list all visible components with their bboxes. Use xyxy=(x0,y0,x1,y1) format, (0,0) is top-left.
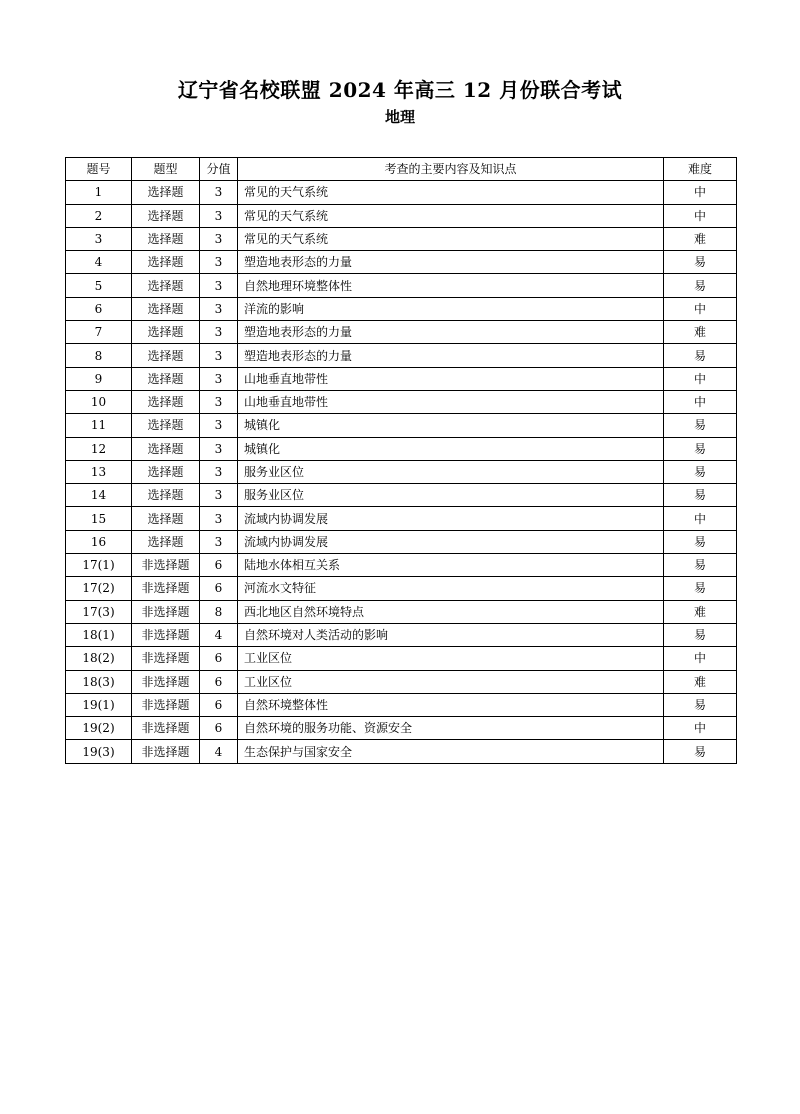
cell-score: 4 xyxy=(200,740,238,763)
cell-number: 17(3) xyxy=(66,600,132,623)
table-row xyxy=(66,647,737,670)
cell-number: 10 xyxy=(66,390,132,413)
cell-type: 选择题 xyxy=(132,274,200,297)
cell-number: 9 xyxy=(66,367,132,390)
cell-number: 17(1) xyxy=(66,554,132,577)
cell-content: 流域内协调发展 xyxy=(238,507,664,530)
cell-number: 17(2) xyxy=(66,577,132,600)
table-row xyxy=(66,484,737,507)
cell-content: 常见的天气系统 xyxy=(238,227,664,250)
table-row xyxy=(66,437,737,460)
cell-score: 3 xyxy=(200,274,238,297)
table-row xyxy=(66,460,737,483)
cell-difficulty: 中 xyxy=(664,297,737,320)
cell-number: 2 xyxy=(66,204,132,227)
cell-type: 非选择题 xyxy=(132,577,200,600)
cell-difficulty: 易 xyxy=(664,693,737,716)
subject-title: 地理 xyxy=(384,108,415,126)
table-row xyxy=(66,717,737,740)
cell-score: 6 xyxy=(200,554,238,577)
cell-number: 4 xyxy=(66,251,132,274)
cell-type: 非选择题 xyxy=(132,740,200,763)
table-row xyxy=(66,577,737,600)
cell-difficulty: 中 xyxy=(664,390,737,413)
cell-content: 塑造地表形态的力量 xyxy=(238,251,664,274)
table-row xyxy=(66,740,737,763)
cell-content: 塑造地表形态的力量 xyxy=(238,321,664,344)
cell-type: 选择题 xyxy=(132,251,200,274)
cell-number: 8 xyxy=(66,344,132,367)
cell-number: 1 xyxy=(66,181,132,204)
cell-type: 选择题 xyxy=(132,414,200,437)
cell-difficulty: 中 xyxy=(664,204,737,227)
table-row xyxy=(66,321,737,344)
cell-type: 选择题 xyxy=(132,390,200,413)
cell-number: 5 xyxy=(66,274,132,297)
column-header-score: 分值 xyxy=(200,158,238,181)
cell-score: 3 xyxy=(200,297,238,320)
cell-difficulty: 中 xyxy=(664,717,737,740)
table-row xyxy=(66,414,737,437)
cell-difficulty: 易 xyxy=(664,484,737,507)
cell-type: 选择题 xyxy=(132,484,200,507)
table-row xyxy=(66,367,737,390)
cell-number: 18(1) xyxy=(66,623,132,646)
cell-difficulty: 中 xyxy=(664,647,737,670)
column-header-type: 题型 xyxy=(132,158,200,181)
table-row xyxy=(66,227,737,250)
table-row xyxy=(66,554,737,577)
cell-type: 非选择题 xyxy=(132,600,200,623)
cell-content: 常见的天气系统 xyxy=(238,204,664,227)
table-row xyxy=(66,297,737,320)
cell-content: 塑造地表形态的力量 xyxy=(238,344,664,367)
cell-score: 3 xyxy=(200,530,238,553)
table-row xyxy=(66,204,737,227)
cell-type: 选择题 xyxy=(132,367,200,390)
cell-score: 3 xyxy=(200,321,238,344)
cell-type: 选择题 xyxy=(132,181,200,204)
document-title: 辽宁省名校联盟 2024 年高三 12 月份联合考试 xyxy=(177,78,623,102)
cell-type: 非选择题 xyxy=(132,670,200,693)
cell-number: 14 xyxy=(66,484,132,507)
cell-score: 3 xyxy=(200,367,238,390)
cell-number: 3 xyxy=(66,227,132,250)
cell-type: 选择题 xyxy=(132,530,200,553)
cell-content: 生态保护与国家安全 xyxy=(238,740,664,763)
table-row xyxy=(66,507,737,530)
cell-score: 3 xyxy=(200,460,238,483)
table-header-row xyxy=(66,158,737,181)
column-header-number: 题号 xyxy=(66,158,132,181)
cell-difficulty: 易 xyxy=(664,740,737,763)
cell-content: 西北地区自然环境特点 xyxy=(238,600,664,623)
cell-difficulty: 难 xyxy=(664,600,737,623)
cell-content: 城镇化 xyxy=(238,437,664,460)
cell-type: 选择题 xyxy=(132,344,200,367)
cell-difficulty: 易 xyxy=(664,414,737,437)
cell-difficulty: 易 xyxy=(664,554,737,577)
table-row xyxy=(66,693,737,716)
cell-content: 常见的天气系统 xyxy=(238,181,664,204)
cell-difficulty: 易 xyxy=(664,623,737,646)
cell-type: 选择题 xyxy=(132,321,200,344)
cell-content: 山地垂直地带性 xyxy=(238,390,664,413)
cell-number: 11 xyxy=(66,414,132,437)
cell-type: 非选择题 xyxy=(132,623,200,646)
cell-score: 3 xyxy=(200,390,238,413)
table-row xyxy=(66,274,737,297)
cell-score: 3 xyxy=(200,227,238,250)
cell-content: 服务业区位 xyxy=(238,484,664,507)
cell-difficulty: 易 xyxy=(664,274,737,297)
cell-score: 3 xyxy=(200,204,238,227)
cell-number: 19(1) xyxy=(66,693,132,716)
cell-type: 非选择题 xyxy=(132,693,200,716)
cell-content: 自然环境的服务功能、资源安全 xyxy=(238,717,664,740)
cell-type: 选择题 xyxy=(132,437,200,460)
cell-type: 选择题 xyxy=(132,297,200,320)
cell-number: 18(2) xyxy=(66,647,132,670)
cell-score: 3 xyxy=(200,414,238,437)
cell-content: 工业区位 xyxy=(238,670,664,693)
cell-content: 洋流的影响 xyxy=(238,297,664,320)
cell-type: 非选择题 xyxy=(132,554,200,577)
cell-content: 自然地理环境整体性 xyxy=(238,274,664,297)
cell-content: 陆地水体相互关系 xyxy=(238,554,664,577)
cell-number: 18(3) xyxy=(66,670,132,693)
cell-number: 16 xyxy=(66,530,132,553)
table-row xyxy=(66,181,737,204)
cell-difficulty: 易 xyxy=(664,530,737,553)
cell-score: 3 xyxy=(200,437,238,460)
table-row xyxy=(66,623,737,646)
cell-score: 6 xyxy=(200,717,238,740)
cell-score: 6 xyxy=(200,670,238,693)
cell-score: 6 xyxy=(200,577,238,600)
cell-difficulty: 难 xyxy=(664,321,737,344)
cell-number: 7 xyxy=(66,321,132,344)
cell-type: 选择题 xyxy=(132,227,200,250)
cell-difficulty: 易 xyxy=(664,437,737,460)
cell-number: 15 xyxy=(66,507,132,530)
cell-score: 3 xyxy=(200,507,238,530)
table-body xyxy=(66,181,737,763)
cell-score: 6 xyxy=(200,693,238,716)
cell-difficulty: 易 xyxy=(664,460,737,483)
cell-difficulty: 易 xyxy=(664,251,737,274)
cell-content: 城镇化 xyxy=(238,414,664,437)
cell-score: 4 xyxy=(200,623,238,646)
cell-number: 6 xyxy=(66,297,132,320)
cell-content: 山地垂直地带性 xyxy=(238,367,664,390)
cell-score: 3 xyxy=(200,484,238,507)
cell-difficulty: 易 xyxy=(664,577,737,600)
cell-content: 自然环境整体性 xyxy=(238,693,664,716)
cell-type: 非选择题 xyxy=(132,647,200,670)
table-row xyxy=(66,390,737,413)
cell-score: 3 xyxy=(200,181,238,204)
cell-content: 流域内协调发展 xyxy=(238,530,664,553)
table-row xyxy=(66,670,737,693)
cell-type: 选择题 xyxy=(132,460,200,483)
cell-score: 8 xyxy=(200,600,238,623)
cell-content: 河流水文特征 xyxy=(238,577,664,600)
cell-type: 选择题 xyxy=(132,204,200,227)
cell-type: 选择题 xyxy=(132,507,200,530)
cell-score: 6 xyxy=(200,647,238,670)
table-row xyxy=(66,600,737,623)
table-row xyxy=(66,251,737,274)
table-row xyxy=(66,530,737,553)
cell-score: 3 xyxy=(200,344,238,367)
cell-content: 工业区位 xyxy=(238,647,664,670)
cell-score: 3 xyxy=(200,251,238,274)
cell-type: 非选择题 xyxy=(132,717,200,740)
table-row xyxy=(66,344,737,367)
cell-difficulty: 易 xyxy=(664,344,737,367)
cell-number: 13 xyxy=(66,460,132,483)
cell-difficulty: 中 xyxy=(664,367,737,390)
cell-content: 自然环境对人类活动的影响 xyxy=(238,623,664,646)
cell-number: 19(3) xyxy=(66,740,132,763)
cell-difficulty: 中 xyxy=(664,507,737,530)
cell-number: 19(2) xyxy=(66,717,132,740)
column-header-difficulty: 难度 xyxy=(664,158,737,181)
exam-analysis-table xyxy=(65,157,737,764)
column-header-content: 考查的主要内容及知识点 xyxy=(238,158,664,181)
cell-difficulty: 中 xyxy=(664,181,737,204)
cell-difficulty: 难 xyxy=(664,670,737,693)
cell-content: 服务业区位 xyxy=(238,460,664,483)
cell-number: 12 xyxy=(66,437,132,460)
cell-difficulty: 难 xyxy=(664,227,737,250)
